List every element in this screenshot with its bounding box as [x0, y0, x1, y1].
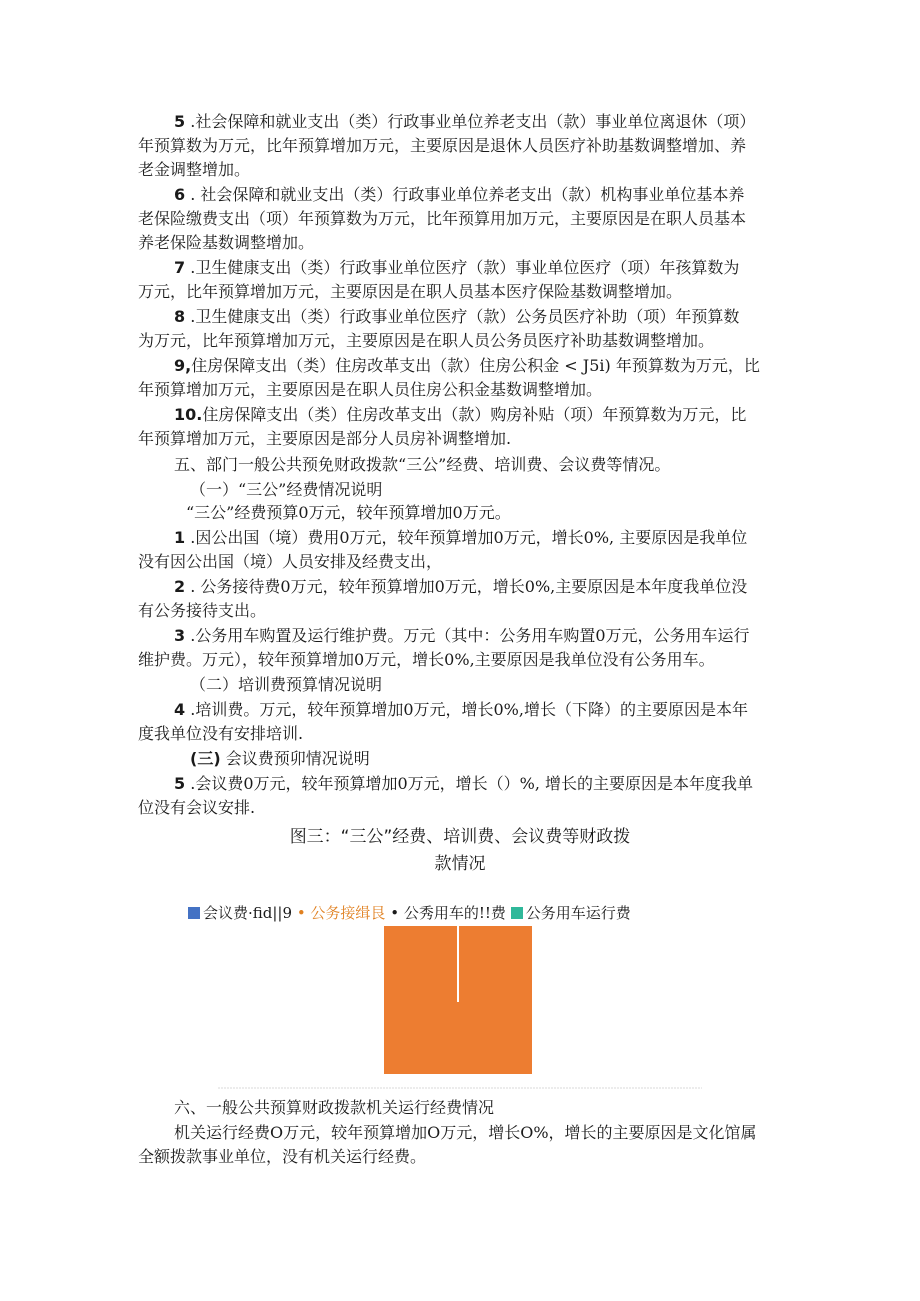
- paragraph-p8: [138, 305, 786, 353]
- figure-title: [0, 822, 920, 874]
- text-line: [138, 599, 786, 623]
- line-text: 养老保险基数调整增加。: [138, 233, 315, 252]
- line-text: .公务用车购置及运行维护费。万元（其中：公务用车购置0万元，公务用车运行: [185, 626, 750, 645]
- line-text: 全额拨款事业单位，没有机关运行经费。: [138, 1147, 427, 1166]
- line-text: 会议费预卯情况说明: [220, 749, 370, 768]
- item-number: 9,: [174, 356, 192, 375]
- text-line: [138, 1145, 786, 1169]
- bar-chart: [218, 920, 702, 1092]
- text-line: [138, 550, 786, 574]
- item-number: 3: [174, 626, 186, 645]
- text-line: [138, 453, 786, 477]
- line-text: 没有因公出国（境）人员安排及经费支出，: [138, 552, 443, 571]
- text-line: [138, 526, 786, 550]
- line-text: .卫生健康支出（类）行政事业单位医疗（款）公务员医疗补助（项）年预算数: [185, 307, 740, 326]
- text-line: [138, 354, 786, 378]
- line-text: .因公出国（境）费用0万元，较年预算增加0万元，增长0%, 主要原因是我单位: [185, 528, 748, 547]
- paragraph-p6: [138, 183, 786, 255]
- line-text: 老保险缴费支出（项）年预算数为万元，比年预算用加万元，主要原因是在职人员基本: [138, 209, 747, 228]
- line-text: .社会保障和就业支出（类）行政事业单位养老支出（款）事业单位离退休（项）: [185, 112, 756, 131]
- text-line: [138, 280, 786, 304]
- item-number: (三): [190, 749, 221, 768]
- figure-title-line: 图三：“三公”经费、培训费、会议费等财政拨: [289, 827, 631, 847]
- paragraph-q2: [138, 575, 786, 623]
- text-line: [138, 207, 786, 231]
- item-number: 1: [174, 528, 186, 547]
- legend-label: • 公务接缉艮: [296, 904, 386, 922]
- line-text: 有公务接待支出。: [138, 601, 267, 620]
- text-line: [138, 305, 786, 329]
- item-number: 6: [174, 185, 186, 204]
- line-text: 维护费。万元），较年预算增加0万元，增长0%,主要原因是我单位没有公务用车。: [138, 650, 715, 669]
- line-text: （二）培训费预算情况说明: [190, 675, 383, 694]
- text-line: [138, 110, 786, 134]
- text-line: [138, 1121, 786, 1145]
- line-text: 住房保障支出（类）住房改革支出（款）购房补贴（项）年预算数为万元，比: [202, 405, 747, 424]
- legend-swatch: [188, 907, 200, 919]
- line-text: 五、部门一般公共预免财政拨款“三公”经费、培训费、会议费等情况。: [174, 455, 671, 474]
- legend-label: 会议费·fid||9: [203, 904, 293, 922]
- paragraph-h5: [138, 453, 786, 477]
- text-line: [138, 378, 786, 402]
- text-line: [138, 329, 786, 353]
- item-number: 2: [174, 577, 186, 596]
- paragraph-h5b: [190, 673, 838, 697]
- item-number: 8: [174, 307, 186, 326]
- line-text: .卫生健康支出（类）行政事业单位医疗（款）事业单位医疗（项）年孩算数为: [185, 258, 740, 277]
- line-text: 为万元，比年预算增加万元，主要原因是在职人员公务员医疗补助基数调整增加。: [138, 331, 715, 350]
- text-line: [138, 256, 786, 280]
- text-line: [138, 231, 786, 255]
- paragraph-p7: [138, 256, 786, 304]
- text-line: [138, 1096, 786, 1120]
- line-text: 年预算数为万元，比年预算增加万元，主要原因是退休人员医疗补助基数调整增加、养: [138, 136, 747, 155]
- text-line: [138, 698, 786, 722]
- paragraph-p5: [138, 110, 786, 182]
- line-text: 度我单位没有安排培训.: [138, 724, 304, 743]
- line-text: 老金调整增加。: [138, 160, 251, 179]
- legend-label: • 公秀用车的!!费: [390, 904, 506, 922]
- line-text: 万元，比年预算增加万元，主要原因是在职人员基本医疗保险基数调整增加。: [138, 282, 683, 301]
- text-line: [138, 648, 786, 672]
- text-line: [138, 772, 786, 796]
- paragraph-h5c: [190, 747, 838, 771]
- line-text: 年预算增加万元，主要原因是部分人员房补调整增加.: [138, 429, 512, 448]
- text-line: [138, 624, 786, 648]
- chart-bar: [458, 926, 532, 1074]
- text-line: [190, 478, 838, 502]
- paragraph-p11: [138, 1121, 786, 1169]
- paragraph-q5: [138, 772, 786, 820]
- item-number: 7: [174, 258, 186, 277]
- item-number: 4: [174, 700, 186, 719]
- text-line: [190, 673, 838, 697]
- text-line: [138, 403, 786, 427]
- line-text: .培训费。万元，较年预算增加0万元，增长0%,增长（下降）的主要原因是本年: [185, 700, 748, 719]
- figure-title-line: 款情况: [434, 854, 486, 874]
- text-line: [138, 158, 786, 182]
- paragraph-p10: [138, 403, 786, 451]
- line-text: 年预算增加万元，主要原因是在职人员住房公积金基数调整增加。: [138, 380, 603, 399]
- paragraph-h6: [138, 1096, 786, 1120]
- text-line: [138, 134, 786, 158]
- line-text: （一）“三公”经费情况说明: [190, 480, 383, 499]
- text-line: [190, 747, 838, 771]
- text-line: [138, 427, 786, 451]
- paragraph-q3: [138, 624, 786, 672]
- item-number: 10.: [174, 405, 203, 424]
- line-text: 六、一般公共预算财政拨款机关运行经费情况: [174, 1098, 495, 1117]
- paragraph-p9: [138, 354, 786, 402]
- text-line: [138, 722, 786, 746]
- item-number: 5: [174, 774, 186, 793]
- line-text: . 社会保障和就业支出（类）行政事业单位养老支出（款）机构事业单位基本养: [185, 185, 745, 204]
- paragraph-h5a: [190, 478, 838, 502]
- text-line: [186, 501, 834, 525]
- paragraph-s1: [186, 501, 834, 525]
- text-line: [138, 796, 786, 820]
- line-text: . 公务接待费0万元，较年预算增加0万元，增长0%,主要原因是本年度我单位没: [185, 577, 748, 596]
- legend-label: 公务用车运行费: [525, 904, 631, 922]
- legend-swatch: [511, 907, 523, 919]
- line-text: 位没有会议安排.: [138, 798, 256, 817]
- line-text: “三公”经费预算0万元，较年预算增加0万元。: [186, 503, 511, 522]
- text-line: [138, 183, 786, 207]
- text-line: [138, 575, 786, 599]
- paragraph-q4: [138, 698, 786, 746]
- item-number: 5: [174, 112, 186, 131]
- chart-bar: [384, 926, 458, 1074]
- line-text: .会议费0万元，较年预算增加0万元，增长（）%, 增长的主要原因是本年度我单: [185, 774, 754, 793]
- line-text: 机关运行经费O万元，较年预算增加O万元，增长O%，增长的主要原因是文化馆属: [174, 1123, 757, 1142]
- line-text: 住房保障支出（类）住房改革支出（款）住房公积金 < J5i) 年预算数为万元，比: [191, 356, 760, 375]
- paragraph-q1: [138, 526, 786, 574]
